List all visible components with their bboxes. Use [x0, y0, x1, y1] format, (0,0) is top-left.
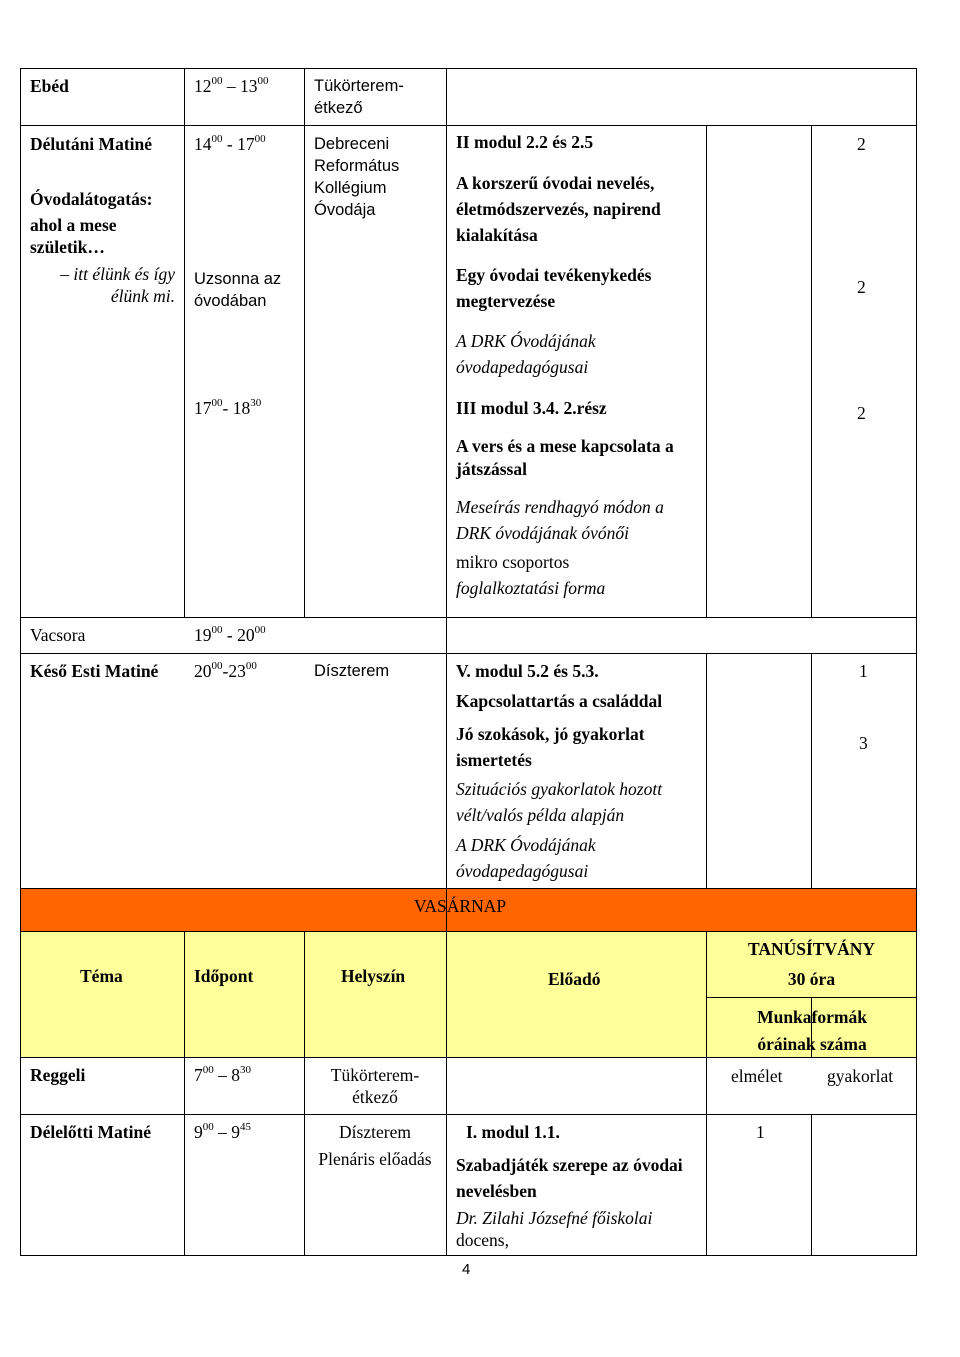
delelotti-idopont: $9^{00} - 9^{45}$ — [194, 1121, 251, 1142]
page-number: 4 — [462, 1261, 471, 1278]
keso-eloado2: A DRK Óvodájának óvodapedagógusai — [456, 835, 596, 881]
keso-gyakorlat: 3 — [859, 733, 868, 753]
header-helyszin: Helyszín — [341, 966, 406, 986]
delelotti-modul: I. modul 1.1. — [466, 1122, 560, 1142]
keso-cim1: Kapcsolattartás a családdal — [456, 691, 663, 711]
ebed-tema: Ebéd — [30, 76, 69, 96]
header-idopont: Időpont — [194, 966, 254, 986]
ebed-helyszin: Tükörterem-étkező — [314, 77, 404, 117]
vasarnap-title: VASÁRNAP — [414, 896, 507, 916]
modul3-forma2: foglalkoztatási forma — [456, 578, 606, 598]
keso-cim2: Jó szokások, jó gyakorlat ismertetés — [456, 724, 645, 770]
delutani-idopont: $14^{00} - 17^{00}$ — [194, 133, 266, 154]
keso-helyszin: Díszterem — [314, 662, 390, 680]
keso-tema: Késő Esti Matiné — [30, 661, 159, 681]
delelotti-helyszin: Díszterem — [339, 1122, 411, 1142]
delelotti-elmelet: 1 — [756, 1122, 765, 1142]
reggeli-helyszin: Tükörterem-étkező — [330, 1065, 420, 1107]
header-munkaformak: Munkaformák óráinak száma — [757, 1007, 867, 1054]
reggeli-idopont: $7^{00} - 8^{30}$ — [194, 1064, 251, 1085]
delutani-tema-title: Délutáni Matiné — [30, 134, 153, 154]
keso-modul: V. modul 5.2 és 5.3. — [456, 661, 599, 681]
header-tanusitvany: TANÚSÍTVÁNY — [747, 939, 876, 959]
modul3-cim: A vers és a mese kapcsolata a játszással — [456, 436, 674, 479]
header-ora: 30 óra — [787, 969, 836, 989]
delutani-helyszin: Debreceni Református Kollégium Óvodája — [314, 135, 400, 219]
delutani-tema-line3: ahol a mese születik… — [30, 215, 117, 257]
delutani-tema-line4: – itt élünk és így élünk mi. — [60, 264, 175, 306]
header-gyakorlat: gyakorlat — [827, 1066, 894, 1086]
header-tema: Téma — [80, 966, 123, 986]
modul3-modul: III modul 3.4. 2.rész — [456, 398, 607, 418]
delutani-modul: II modul 2.2 és 2.5 — [456, 132, 594, 152]
delutani-cim1: A korszerű óvodai nevelés, életmódszervezés, napirend kialakítása — [456, 173, 661, 245]
reggeli-tema: Reggeli — [30, 1065, 86, 1085]
delutani-tema-line2: Óvodalátogatás: — [30, 189, 153, 209]
modul3-idopont: $17^{00}-$ $18^{30}$ — [194, 397, 262, 418]
delutani-eloado: A DRK Óvodájának óvodapedagógusai — [456, 331, 596, 377]
keso-eloado1: Szituációs gyakorlatok hozott vélt/valós példa alapján — [456, 779, 663, 825]
delutani-elmelet1: 2 — [857, 134, 866, 154]
modul3-elmelet: 2 — [857, 403, 866, 423]
vacsora-idopont: $19^{00} - 20^{00}$ — [194, 624, 266, 645]
delelotti-plenaris: Plenáris előadás — [318, 1149, 432, 1169]
header-eloado: Előadó — [548, 969, 601, 989]
vacsora-tema: Vacsora — [30, 625, 86, 645]
modul3-forma1: mikro csoportos — [456, 552, 570, 572]
delutani-uzsonna: Uzsonna az óvodában — [194, 270, 282, 310]
modul3-eloado: Meseírás rendhagyó módon a DRK óvodájának óvónői — [456, 497, 664, 543]
delutani-cim2: Egy óvodai tevékenykedés megtervezése — [456, 265, 652, 311]
delelotti-eloado: Dr. Zilahi Józsefné főiskolai — [456, 1208, 653, 1228]
delelotti-tema: Délelőtti Matiné — [30, 1122, 151, 1142]
delutani-elmelet2: 2 — [857, 277, 866, 297]
keso-elmelet: 1 — [859, 661, 868, 681]
delelotti-cim: Szabadjáték szerepe az óvodai nevelésben — [456, 1155, 683, 1201]
delelotti-eloado2: docens, — [456, 1230, 509, 1250]
keso-idopont: $20^{00}-23^{00}$ — [194, 660, 257, 681]
header-elmelet: elmélet — [731, 1066, 783, 1086]
ebed-idopont: $12^{00} - 13^{00}$ — [194, 75, 269, 96]
